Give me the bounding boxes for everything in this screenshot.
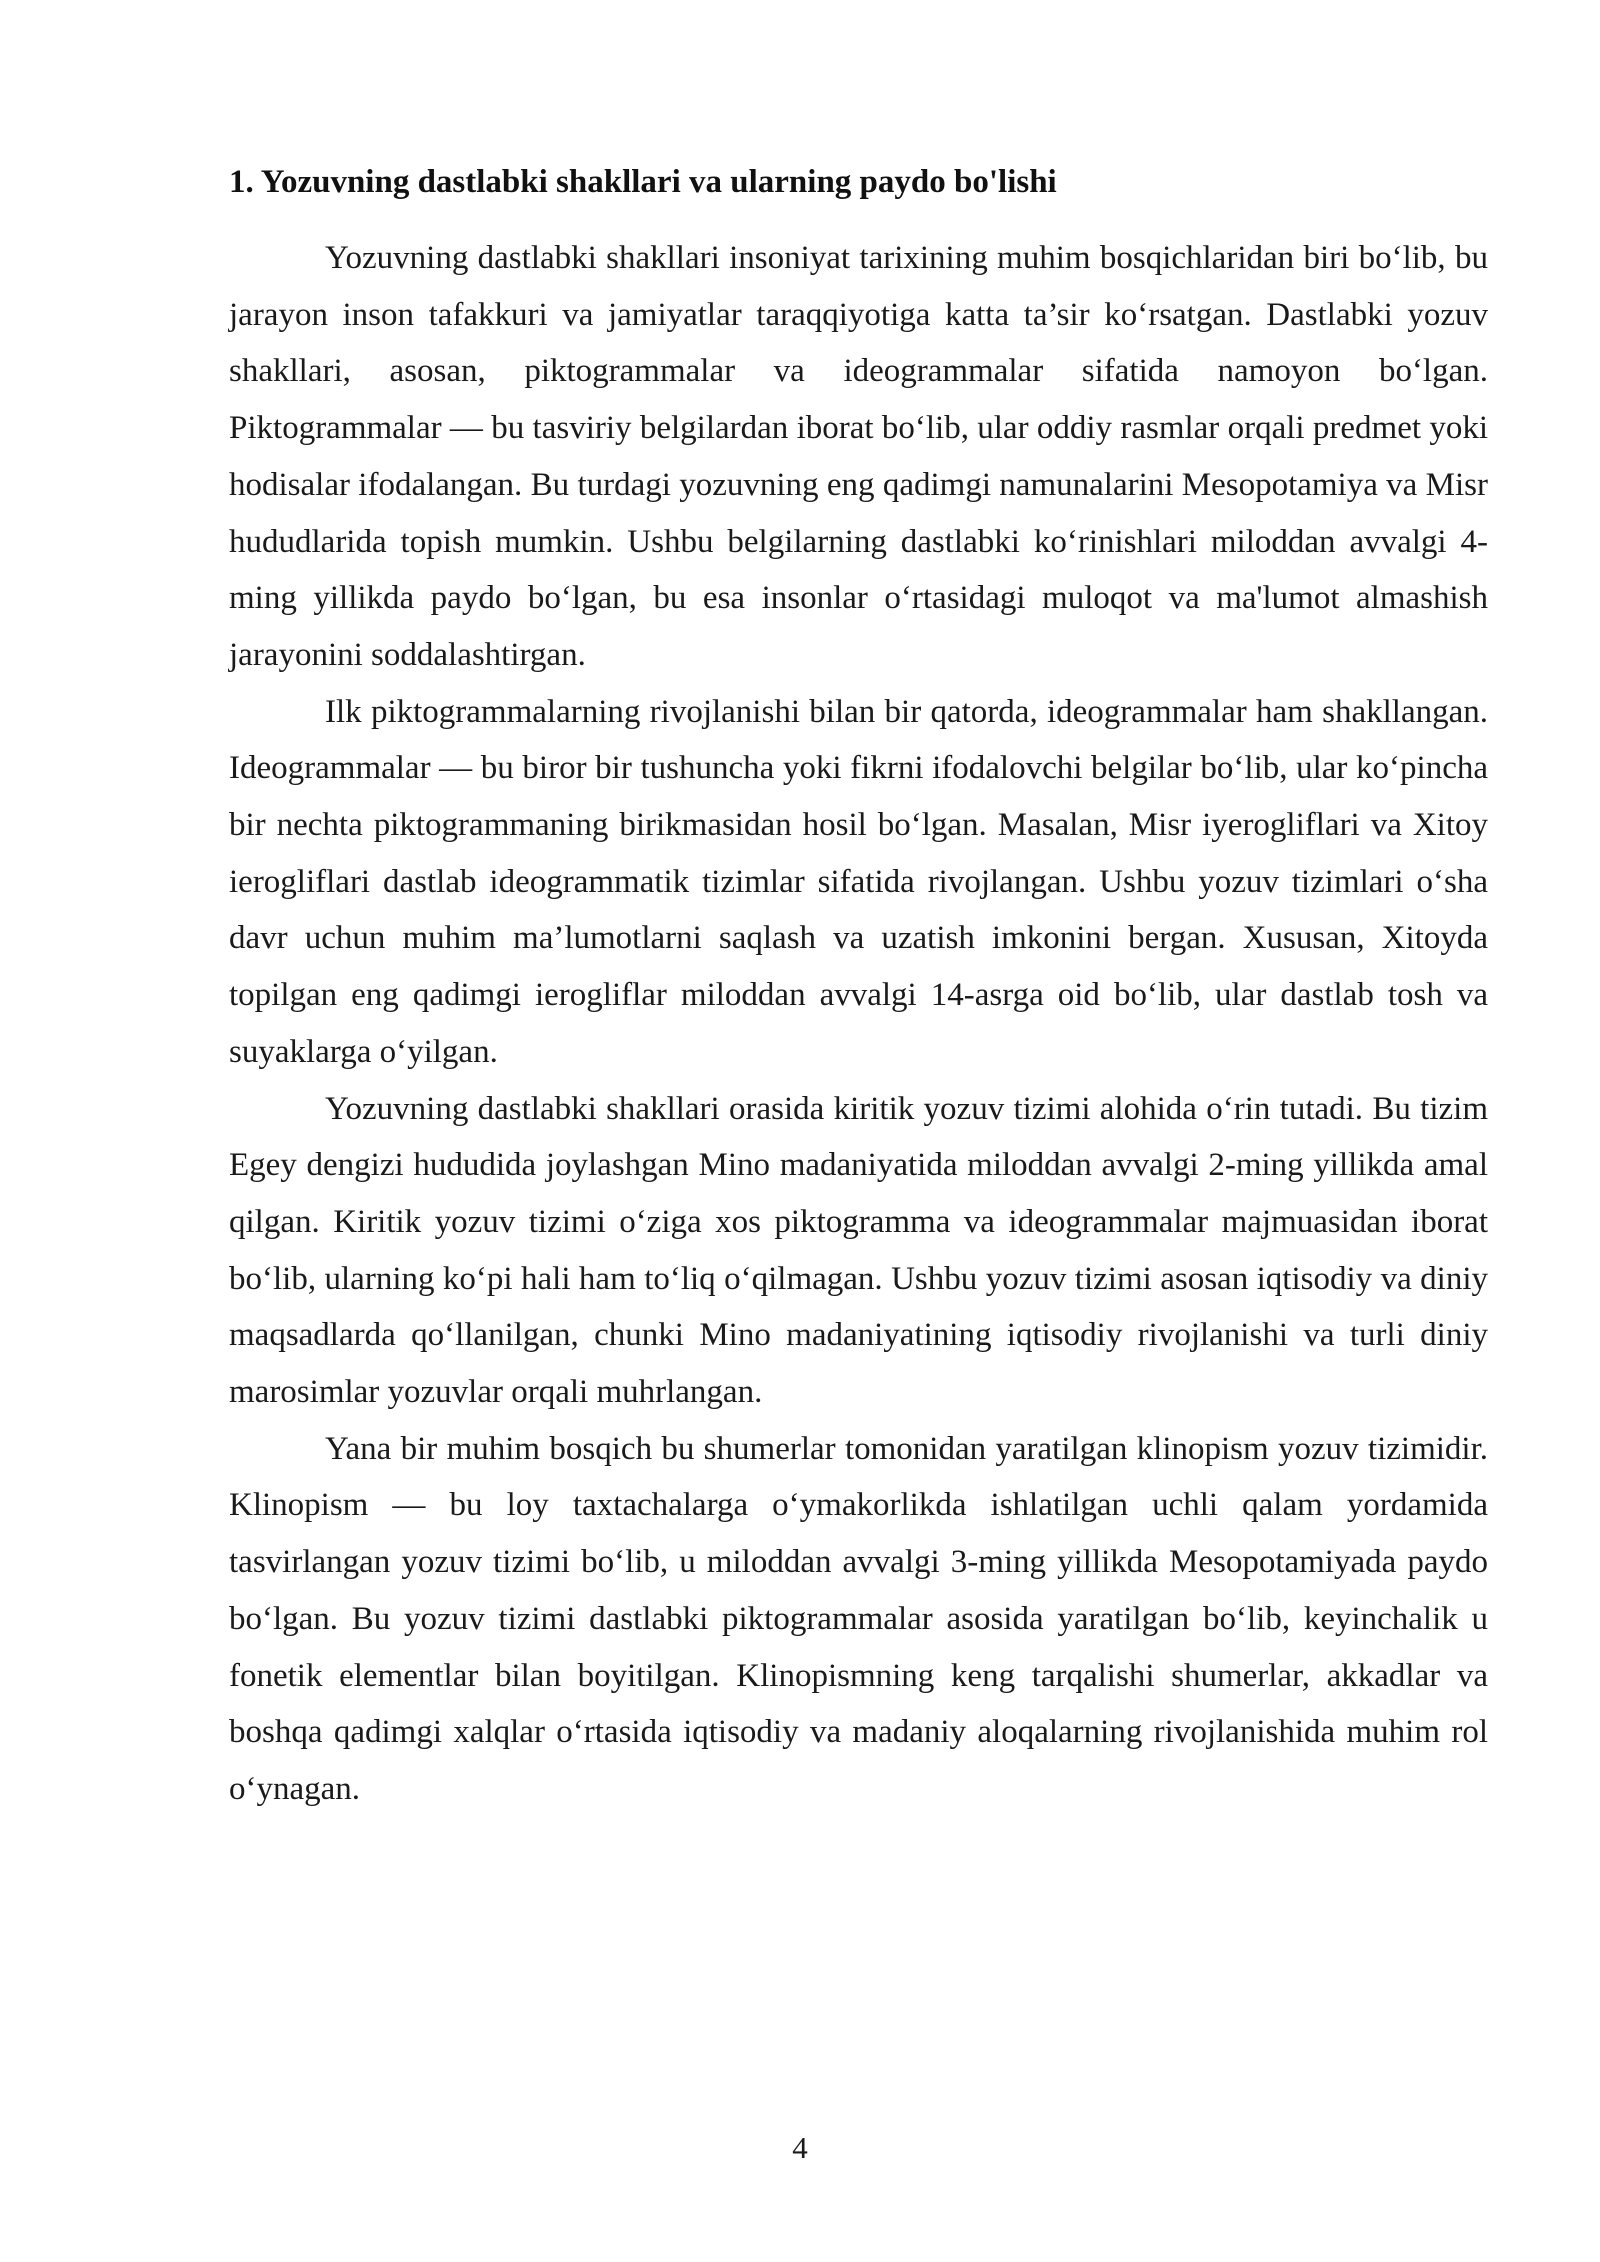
paragraph-2: Ilk piktogrammalarning rivojlanishi bilan bir qatorda, ideogrammalar ham shakllangan. Ideogrammalar — bu biror bir tushuncha yoki fikrni ifodalovchi belgilar bo‘lib, ular ko‘pincha bir nechta piktogrammaning birikmasidan hosil bo‘lgan. Masalan, Misr iyerogliflari va Xitoy ierogliflari dastlab ideogrammatik tizimlar sifatida rivojlangan. Ushbu yozuv tizimlari o‘sha davr uchun muhim ma’lumotlarni saqlash va uzatish imkonini bergan. Xususan, Xitoyda topilgan eng qadimgi ierogliflar miloddan avvalgi 14-asrga oid bo‘lib, ular dastlab tosh va suyaklarga o‘yilgan. <box>229 693 1488 1070</box>
page-number: 4 <box>792 2130 808 2165</box>
paragraph-4: Yana bir muhim bosqich bu shumerlar tomonidan yaratilgan klinopism yozuv tizimidir. Klinopism — bu loy taxtachalarga o‘ymakorlikda ishlatilgan uchli qalam yordamida tasvirlangan yozuv tizimi bo‘lib, u miloddan avvalgi 3-ming yillikda Mesopotamiyada paydo bo‘lgan. Bu yozuv tizimi dastlabki piktogrammalar asosida yaratilgan bo‘lib, keyinchalik u fonetik elementlar bilan boyitilgan. Klinopismning keng tarqalishi shumerlar, akkadlar va boshqa qadimgi xalqlar o‘rtasida iqtisodiy va madaniy aloqalarning rivojlanishida muhim rol o‘ynagan. <box>229 1430 1488 1807</box>
paragraph-1: Yozuvning dastlabki shakllari insoniyat tarixining muhim bosqichlaridan biri bo‘lib, bu jarayon inson tafakkuri va jamiyatlar taraqqiyotiga katta ta’sir ko‘rsatgan. Dastlabki yozuv shakllari, asosan, piktogrammalar va ideogrammalar sifatida namoyon bo‘lgan. Piktogrammalar — bu tasviriy belgilardan iborat bo‘lib, ular oddiy rasmlar orqali predmet yoki hodisalar ifodalangan. Bu turdagi yozuvning eng qadimgi namunalarini Mesopotamiya va Misr hududlarida topish mumkin. Ushbu belgilarning dastlabki ko‘rinishlari miloddan avvalgi 4-ming yillikda paydo bo‘lgan, bu esa insonlar o‘rtasidagi muloqot va ma'lumot almashish jarayonini soddalashtirgan. <box>229 240 1488 673</box>
section-heading: 1. Yozuvning dastlabki shakllari va ularning paydo bo'lishi <box>229 164 1057 200</box>
paragraph-3: Yozuvning dastlabki shakllari orasida kiritik yozuv tizimi alohida o‘rin tutadi. Bu tizim Egey dengizi hududida joylashgan Mino madaniyatida miloddan avvalgi 2-ming yillikda amal qilgan. Kiritik yozuv tizimi o‘ziga xos piktogramma va ideogrammalar majmuasidan iborat bo‘lib, ularning ko‘pi hali ham to‘liq o‘qilmagan. Ushbu yozuv tizimi asosan iqtisodiy va diniy maqsadlarda qo‘llanilgan, chunki Mino madaniyatining iqtisodiy rivojlanishi va turli diniy marosimlar yozuvlar orqali muhrlangan. <box>229 1090 1488 1411</box>
page-content <box>229 160 1488 1818</box>
